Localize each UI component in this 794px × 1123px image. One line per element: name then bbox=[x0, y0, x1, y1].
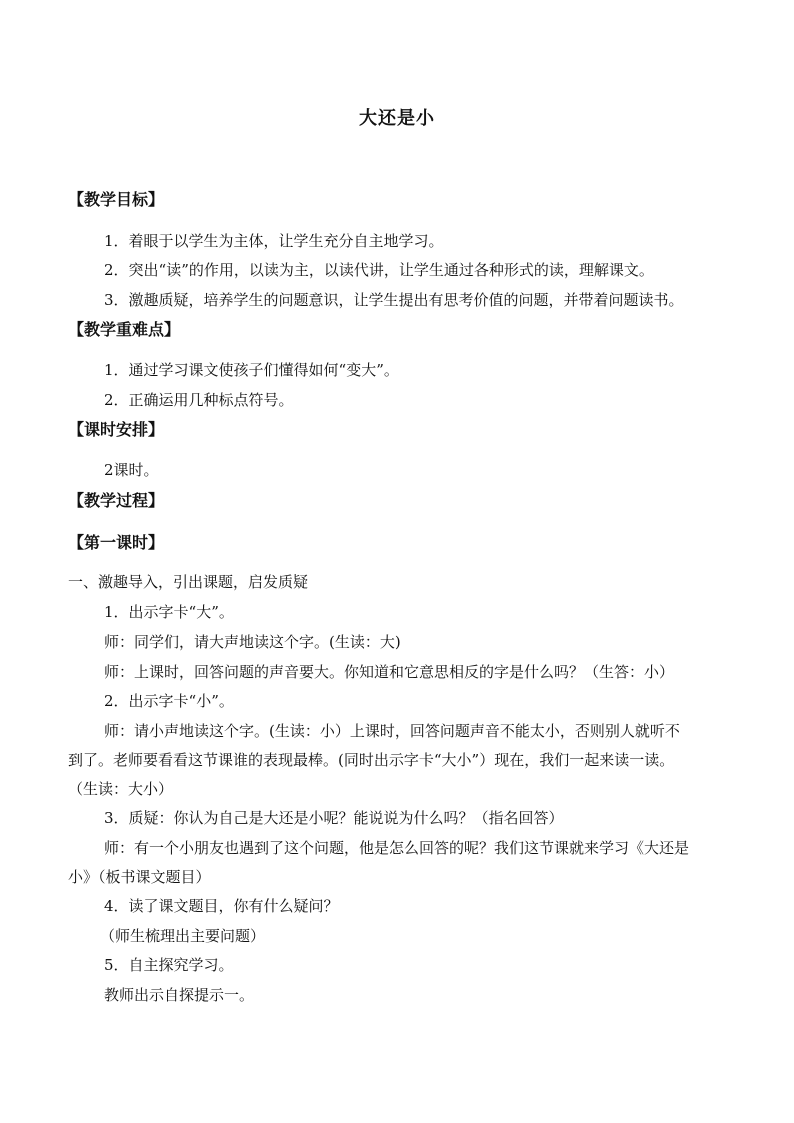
dialogue-line: 师：同学们，请大声地读这个字。(生读：大) bbox=[104, 633, 401, 651]
step-2: 2．出示字卡“小”。 bbox=[104, 692, 234, 710]
goal-item-2: 2．突出“读”的作用，以读为主，以读代讲，让学生通过各种形式的读，理解课文。 bbox=[104, 261, 654, 279]
heading-process: 【教学过程】 bbox=[68, 491, 165, 510]
goal-item-3: 3．激趣质疑，培养学生的问题意识，让学生提出有思考价值的问题，并带着问题读书。 bbox=[104, 291, 684, 309]
step-4: 4．读了课文题目，你有什么疑问？ bbox=[104, 897, 339, 915]
heading-teaching-goals: 【教学目标】 bbox=[68, 190, 165, 209]
dialogue-line-continued: （生读：大小） bbox=[68, 780, 174, 798]
goal-item-1: 1．着眼于以学生为主体，让学生充分自主地学习。 bbox=[104, 232, 444, 250]
step-3: 3．质疑：你认为自己是大还是小呢？能说说为什么吗？（指名回答） bbox=[104, 809, 564, 827]
step-4-note: （师生梳理出主要问题） bbox=[100, 927, 266, 945]
dialogue-line-continued: 小》（板书课文题目） bbox=[68, 868, 211, 886]
key-point-2: 2．正确运用几种标点符号。 bbox=[104, 391, 294, 409]
dialogue-line: 师：上课时，回答问题的声音要大。你知道和它意思相反的字是什么吗？（生答：小） bbox=[104, 663, 675, 681]
step-5: 5．自主探究学习。 bbox=[104, 956, 234, 974]
key-point-1: 1．通过学习课文使孩子们懂得如何“变大”。 bbox=[104, 361, 399, 379]
document-title: 大还是小 bbox=[359, 108, 435, 129]
heading-key-points: 【教学重难点】 bbox=[68, 320, 181, 339]
schedule-text: 2课时。 bbox=[104, 461, 159, 479]
heading-first-lesson: 【第一课时】 bbox=[68, 533, 165, 552]
dialogue-line-continued: 到了。老师要看看这节课谁的表现最棒。(同时出示字卡“大小”）现在，我们一起来读一读。 bbox=[68, 751, 675, 769]
heading-schedule: 【课时安排】 bbox=[68, 420, 165, 439]
dialogue-line: 师：请小声地读这个字。(生读：小）上课时，回答问题声音不能太小，否则别人就听不 bbox=[104, 722, 680, 740]
dialogue-line: 师：有一个小朋友也遇到了这个问题，他是怎么回答的呢？我们这节课就来学习《大还是 bbox=[104, 839, 690, 857]
step-5-note: 教师出示自探提示一。 bbox=[104, 986, 255, 1004]
step-1: 1．出示字卡“大”。 bbox=[104, 603, 234, 621]
section-intro: 一、激趣导入，引出课题，启发质疑 bbox=[68, 573, 309, 591]
